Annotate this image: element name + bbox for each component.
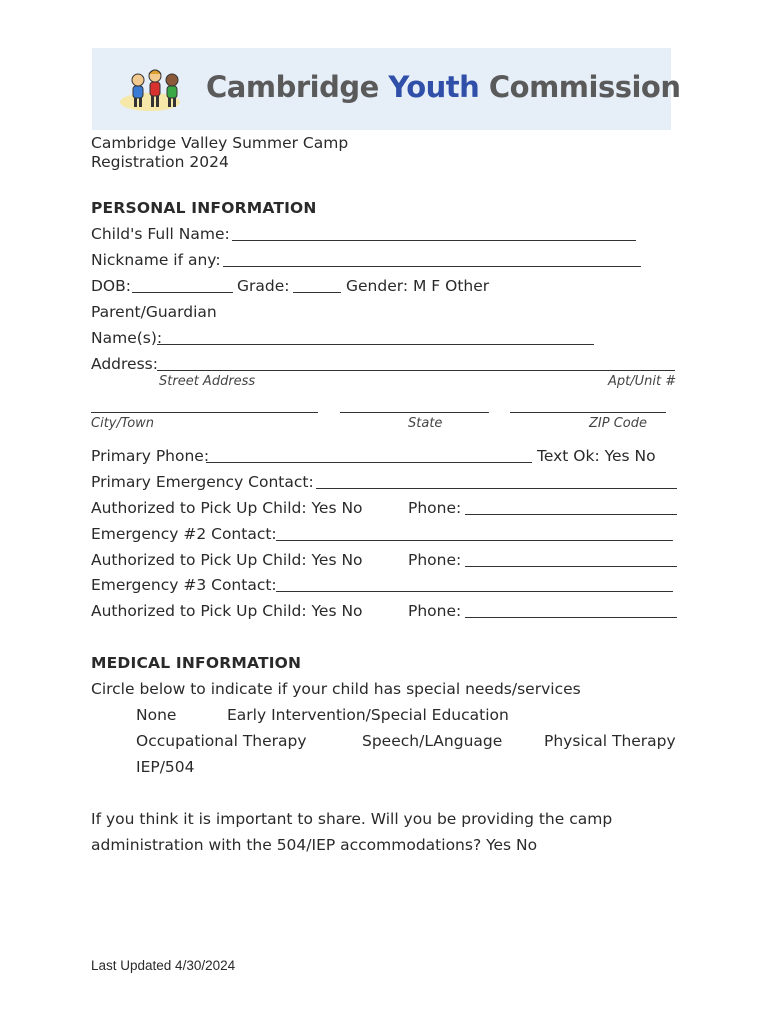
- phone-field-2[interactable]: [465, 566, 677, 567]
- emergency3-field[interactable]: [276, 591, 673, 592]
- option-occupational-therapy[interactable]: Occupational Therapy: [136, 732, 307, 750]
- share-question-line2[interactable]: administration with the 504/IEP accommodations? Yes No: [91, 836, 538, 854]
- camp-name: Cambridge Valley Summer Camp: [91, 134, 349, 152]
- zip-caption: ZIP Code: [589, 416, 647, 431]
- option-early-intervention[interactable]: Early Intervention/Special Education: [227, 706, 509, 724]
- nickname-field[interactable]: [223, 266, 641, 267]
- primary-emergency-label: Primary Emergency Contact:: [91, 473, 314, 491]
- child-name-label: Child's Full Name:: [91, 225, 230, 243]
- organization-logo-text: Cambridge Youth Commission: [206, 70, 681, 104]
- phone-label-1: Phone:: [408, 499, 462, 517]
- header-banner: [92, 48, 681, 130]
- nickname-label: Nickname if any:: [91, 251, 221, 269]
- option-none[interactable]: None: [136, 706, 177, 724]
- option-speech-language[interactable]: Speech/LAnguage: [362, 732, 503, 750]
- gender-options[interactable]: Gender: M F Other: [346, 277, 490, 295]
- child-name-field[interactable]: [232, 240, 636, 241]
- state-field[interactable]: [340, 412, 489, 413]
- parent-names-field[interactable]: [157, 344, 594, 345]
- zip-field[interactable]: [510, 412, 666, 413]
- apt-unit-caption: Apt/Unit #: [608, 374, 677, 389]
- last-updated: Last Updated 4/30/2024: [91, 958, 236, 973]
- registration-year: Registration 2024: [91, 153, 229, 171]
- primary-emergency-field[interactable]: [316, 488, 677, 489]
- street-address-field[interactable]: [157, 370, 675, 371]
- medical-info-heading: MEDICAL INFORMATION: [91, 654, 302, 672]
- street-address-caption: Street Address: [159, 374, 256, 389]
- phone-field-1[interactable]: [465, 514, 677, 515]
- option-physical-therapy[interactable]: Physical Therapy: [544, 732, 676, 750]
- city-field[interactable]: [91, 412, 318, 413]
- dob-label: DOB:: [91, 277, 131, 295]
- grade-field[interactable]: [293, 292, 341, 293]
- kids-logo-icon: [120, 66, 190, 114]
- dob-field[interactable]: [132, 292, 233, 293]
- city-caption: City/Town: [91, 416, 155, 431]
- emergency3-label: Emergency #3 Contact:: [91, 576, 277, 594]
- grade-label: Grade:: [237, 277, 290, 295]
- state-caption: State: [408, 416, 443, 431]
- primary-phone-label: Primary Phone:: [91, 447, 210, 465]
- pickup-options-1[interactable]: Authorized to Pick Up Child: Yes No: [91, 499, 363, 517]
- primary-phone-field[interactable]: [206, 462, 532, 463]
- option-iep-504[interactable]: IEP/504: [136, 758, 195, 776]
- text-ok-options[interactable]: Text Ok: Yes No: [537, 447, 656, 465]
- emergency2-field[interactable]: [276, 540, 673, 541]
- parent-guardian-label: Parent/Guardian: [91, 303, 217, 321]
- pickup-options-2[interactable]: Authorized to Pick Up Child: Yes No: [91, 551, 363, 569]
- parent-names-label: Name(s):: [91, 329, 163, 347]
- phone-label-2: Phone:: [408, 551, 462, 569]
- phone-field-3[interactable]: [465, 617, 677, 618]
- emergency2-label: Emergency #2 Contact:: [91, 525, 277, 543]
- medical-instruction: Circle below to indicate if your child has special needs/services: [91, 680, 581, 698]
- phone-label-3: Phone:: [408, 602, 462, 620]
- personal-info-heading: PERSONAL INFORMATION: [91, 199, 317, 217]
- share-question-line1: If you think it is important to share. Will you be providing the camp: [91, 810, 613, 828]
- pickup-options-3[interactable]: Authorized to Pick Up Child: Yes No: [91, 602, 363, 620]
- address-label: Address:: [91, 355, 158, 373]
